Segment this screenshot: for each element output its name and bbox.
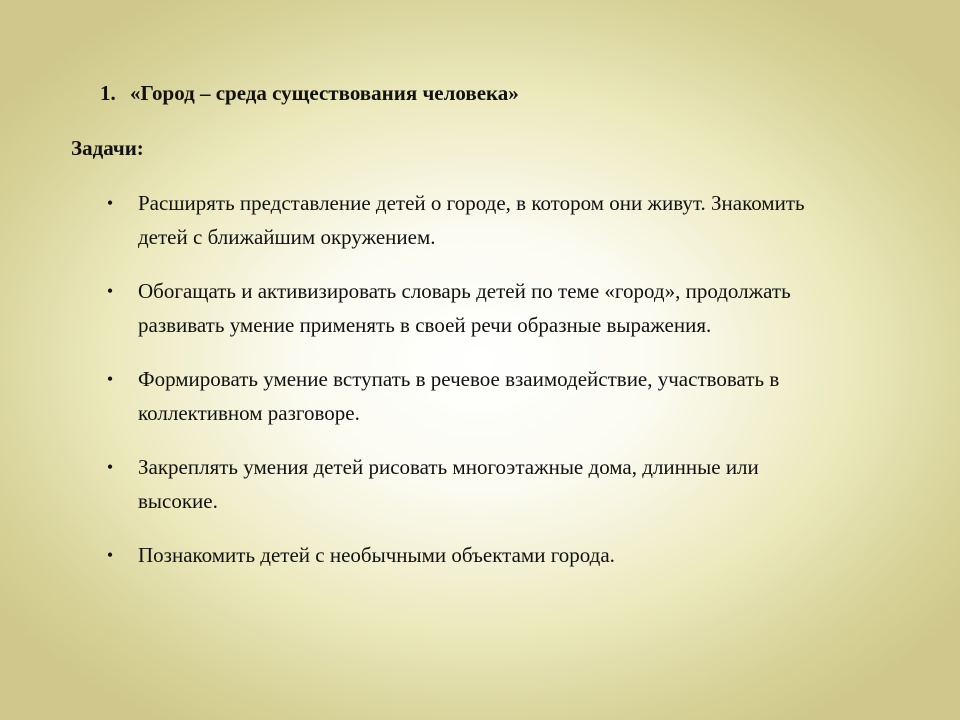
bullet-icon: • xyxy=(106,193,114,213)
bullet-icon: • xyxy=(106,369,114,389)
list-item xyxy=(100,538,840,572)
list-item xyxy=(100,186,840,254)
title-text: «Город – среда существования человека» xyxy=(130,81,519,105)
task-text: Закреплять умения детей рисовать многоэтажные дома, длинные или высокие. xyxy=(138,455,759,513)
bullet-icon: • xyxy=(106,281,114,301)
list-item xyxy=(100,362,840,430)
task-list xyxy=(100,186,840,592)
task-text: Познакомить детей с необычными объектами города. xyxy=(138,543,615,567)
list-item xyxy=(100,274,840,342)
task-text: Формировать умение вступать в речевое взаимодействие, участвовать в коллективном разговоре. xyxy=(138,367,780,425)
task-text: Обогащать и активизировать словарь детей по теме «город», продолжать развивать умение применять в своей речи образные выражения. xyxy=(138,279,791,337)
bullet-icon: • xyxy=(106,545,114,565)
list-item xyxy=(100,450,840,518)
task-text: Расширять представление детей о городе, в котором они живут. Знакомить детей с ближайшим окружением. xyxy=(138,191,805,249)
title-number: 1. xyxy=(100,81,116,105)
tasks-heading: Задачи: xyxy=(71,136,144,160)
slide-title xyxy=(100,78,519,108)
bullet-icon: • xyxy=(106,457,114,477)
